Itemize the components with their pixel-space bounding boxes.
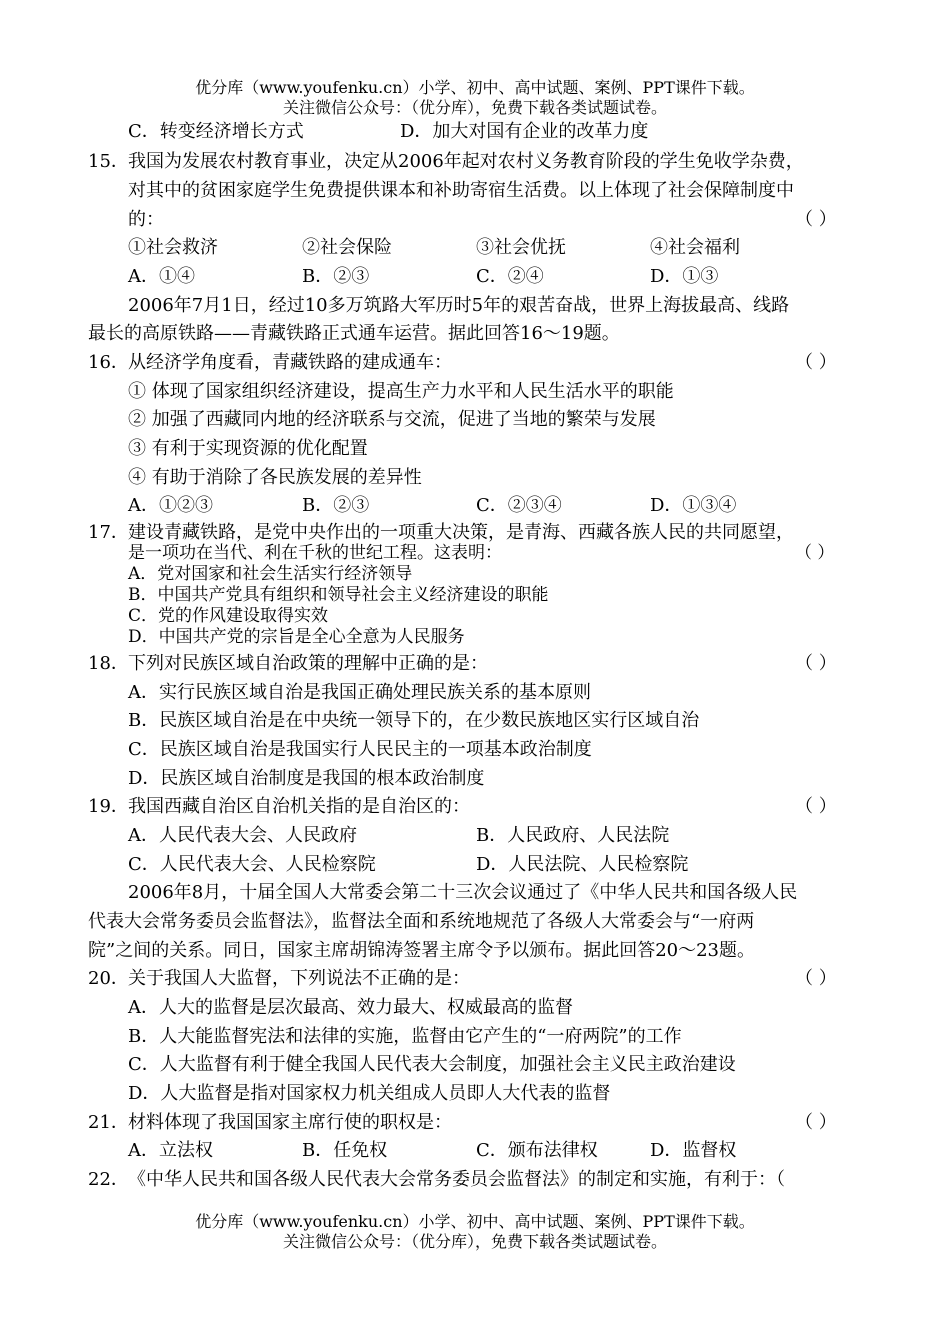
q17-option-d: D．中国共产党的宗旨是全心全意为人民服务: [128, 627, 465, 647]
q15-line-3: [0, 206, 950, 234]
q18-answer-bracket: （ ）: [795, 653, 837, 674]
q15-item-4: ④社会福利: [650, 237, 740, 258]
q16-item-1: ① 体现了国家组织经济建设，提高生产力水平和人民生活水平的职能: [128, 381, 674, 402]
q17-option-c-line: [0, 606, 950, 627]
q21-number: 21．: [88, 1112, 129, 1133]
q19-stem: 我国西藏自治区自治机关指的是自治区的：: [128, 796, 470, 817]
q16-item-2: ② 加强了西藏同内地的经济联系与交流，促进了当地的繁荣与发展: [128, 409, 656, 430]
q17-number: 17．: [88, 522, 129, 543]
q20-option-d: D．人大监督是指对国家权力机关组成人员即人大代表的监督: [128, 1083, 611, 1104]
q19-stem-line: [0, 793, 950, 821]
q21-stem-line: [0, 1109, 950, 1137]
q19-answer-bracket: （ ）: [795, 796, 837, 817]
q16-stem: 从经济学角度看，青藏铁路的建成通车：: [128, 352, 452, 373]
q17-stem-1: 建设青藏铁路，是党中央作出的一项重大决策，是青海、西藏各族人民的共同愿望，: [128, 522, 794, 543]
q21-option-a: A．立法权: [128, 1140, 213, 1161]
q18-option-d: D．民族区域自治制度是我国的根本政治制度: [128, 768, 485, 789]
q15-option-a: A．①④: [128, 266, 195, 287]
q20-option-b-line: [0, 1023, 950, 1051]
header-line-2: 关注微信公众号：（优分库），免费下载各类试题试卷。: [282, 98, 667, 117]
passage1-text-2: 最长的高原铁路——青藏铁路正式通车运营。据此回答16～19题。: [88, 323, 620, 344]
passage1-text-1: 2006年7月1日，经过10多万筑路大军历时5年的艰苦奋战，世界上海拔最高、线路: [128, 295, 790, 316]
q22-number: 22．: [88, 1169, 129, 1190]
q15-stem-1: 我国为发展农村教育事业，决定从2006年起对农村义务教育阶段的学生免收学杂费，: [128, 151, 804, 172]
q15-option-c: C．②④: [476, 266, 544, 287]
q16-number: 16．: [88, 352, 129, 373]
q16-stem-line: [0, 349, 950, 377]
q20-stem: 关于我国人大监督，下列说法不正确的是：: [128, 968, 470, 989]
q17-option-a: A．党对国家和社会生活实行经济领导: [128, 564, 413, 584]
q21-option-c: C．颁布法律权: [476, 1140, 598, 1161]
q16-option-a: A．①②③: [128, 495, 213, 516]
q15-line-2: [0, 177, 950, 205]
q15-stem-3: 的：: [128, 209, 164, 230]
q17-option-c: C．党的作风建设取得实效: [128, 606, 329, 626]
q21-answer-bracket: （ ）: [795, 1112, 837, 1133]
passage2-text-3: 院”之间的关系。同日，国家主席胡锦涛签署主席令予以颁布。据此回答20～23题。: [88, 940, 756, 961]
q20-option-a-line: [0, 994, 950, 1022]
q21-option-b: B．任免权: [302, 1140, 388, 1161]
q15-item-3: ③社会优抚: [476, 237, 566, 258]
q15-item-2: ②社会保险: [302, 237, 392, 258]
q14-option-c: C．转变经济增长方式: [128, 121, 304, 142]
passage2-line-3: [0, 937, 950, 965]
q18-stem: 下列对民族区域自治政策的理解中正确的是：: [128, 653, 488, 674]
q17-stem-2: 是一项功在当代、利在千秋的世纪工程。这表明：: [128, 543, 502, 563]
q18-stem-line: [0, 650, 950, 678]
q16-item-3-line: [0, 435, 950, 463]
q15-option-b: B．②③: [302, 266, 370, 287]
q21-stem: 材料体现了我国国家主席行使的职权是：: [128, 1112, 452, 1133]
q19-option-c: C．人民代表大会、人民检察院: [128, 854, 376, 875]
q17-option-b: B．中国共产党具有组织和领导社会主义经济建设的职能: [128, 585, 549, 605]
q18-option-b: B．民族区域自治是在中央统一领导下的，在少数民族地区实行区域自治: [128, 710, 700, 731]
q19-option-d: D．人民法院、人民检察院: [476, 854, 689, 875]
q19-options-row-1: [0, 822, 950, 850]
q20-option-d-line: [0, 1080, 950, 1108]
q15-options: [0, 263, 950, 291]
q16-options: [0, 492, 950, 520]
q19-option-a: A．人民代表大会、人民政府: [128, 825, 357, 846]
q16-item-1-line: [0, 378, 950, 406]
q20-option-c: C．人大监督有利于健全我国人民代表大会制度，加强社会主义民主政治建设: [128, 1054, 736, 1075]
footer-line-1: 优分库（www.youfenku.cn）小学、初中、高中试题、案例、PPT课件下载。: [195, 1212, 755, 1231]
passage2-text-1: 2006年8月，十届全国人大常委会第二十三次会议通过了《中华人民共和国各级人民: [128, 882, 798, 903]
q22-stem: 《中华人民共和国各级人民代表大会常务委员会监督法》的制定和实施，有利于：（: [128, 1169, 785, 1190]
q18-option-a: A．实行民族区域自治是我国正确处理民族关系的基本原则: [128, 682, 591, 703]
q18-option-c-line: [0, 736, 950, 764]
passage2-text-2: 代表大会常务委员会监督法》，监督法全面和系统地规范了各级人大常委会与“一府两: [88, 911, 755, 932]
q20-option-c-line: [0, 1051, 950, 1079]
passage2-line-1: [0, 879, 950, 907]
q18-option-a-line: [0, 679, 950, 707]
q19-options-row-2: [0, 851, 950, 879]
q17-option-b-line: [0, 585, 950, 606]
q18-option-c: C．民族区域自治是我国实行人民民主的一项基本政治制度: [128, 739, 592, 760]
q16-item-2-line: [0, 406, 950, 434]
q21-options: [0, 1137, 950, 1165]
q16-item-3: ③ 有利于实现资源的优化配置: [128, 438, 368, 459]
q16-item-4: ④ 有助于消除了各民族发展的差异性: [128, 467, 422, 488]
q14-options: [0, 118, 950, 146]
q16-answer-bracket: （ ）: [795, 352, 837, 373]
footer-line-2: 关注微信公众号：（优分库），免费下载各类试题试卷。: [282, 1232, 667, 1251]
passage1-line-1: [0, 292, 950, 320]
q15-number: 15．: [88, 151, 129, 172]
q21-option-d: D．监督权: [650, 1140, 737, 1161]
q16-option-c: C．②③④: [476, 495, 562, 516]
q14-option-d: D．加大对国有企业的改革力度: [400, 121, 649, 142]
q20-option-a: A．人大的监督是层次最高、效力最大、权威最高的监督: [128, 997, 573, 1018]
q22-stem-line: [0, 1166, 950, 1194]
header-line-1: 优分库（www.youfenku.cn）小学、初中、高中试题、案例、PPT课件下载。: [195, 78, 755, 97]
q19-option-b: B．人民政府、人民法院: [476, 825, 670, 846]
q17-answer-bracket: （ ）: [795, 543, 835, 563]
q16-option-b: B．②③: [302, 495, 370, 516]
q15-item-1: ①社会救济: [128, 237, 218, 258]
q16-option-d: D．①③④: [650, 495, 737, 516]
q20-number: 20．: [88, 968, 129, 989]
q15-answer-bracket: （ ）: [795, 209, 837, 230]
passage2-line-2: [0, 908, 950, 936]
q17-option-d-line: [0, 627, 950, 648]
q20-stem-line: [0, 965, 950, 993]
passage1-line-2: [0, 320, 950, 348]
q18-option-d-line: [0, 765, 950, 793]
q15-stem-2: 对其中的贫困家庭学生免费提供课本和补助寄宿生活费。以上体现了社会保障制度中: [128, 180, 794, 201]
q20-answer-bracket: （ ）: [795, 968, 837, 989]
q15-line-1: [0, 148, 950, 176]
q20-option-b: B．人大能监督宪法和法律的实施，监督由它产生的“一府两院”的工作: [128, 1026, 682, 1047]
q18-number: 18．: [88, 653, 129, 674]
q18-option-b-line: [0, 707, 950, 735]
q16-item-4-line: [0, 464, 950, 492]
q15-option-d: D．①③: [650, 266, 719, 287]
q17-option-a-line: [0, 564, 950, 585]
q19-number: 19．: [88, 796, 129, 817]
q15-items: [0, 234, 950, 262]
q17-line-2: [0, 543, 950, 564]
